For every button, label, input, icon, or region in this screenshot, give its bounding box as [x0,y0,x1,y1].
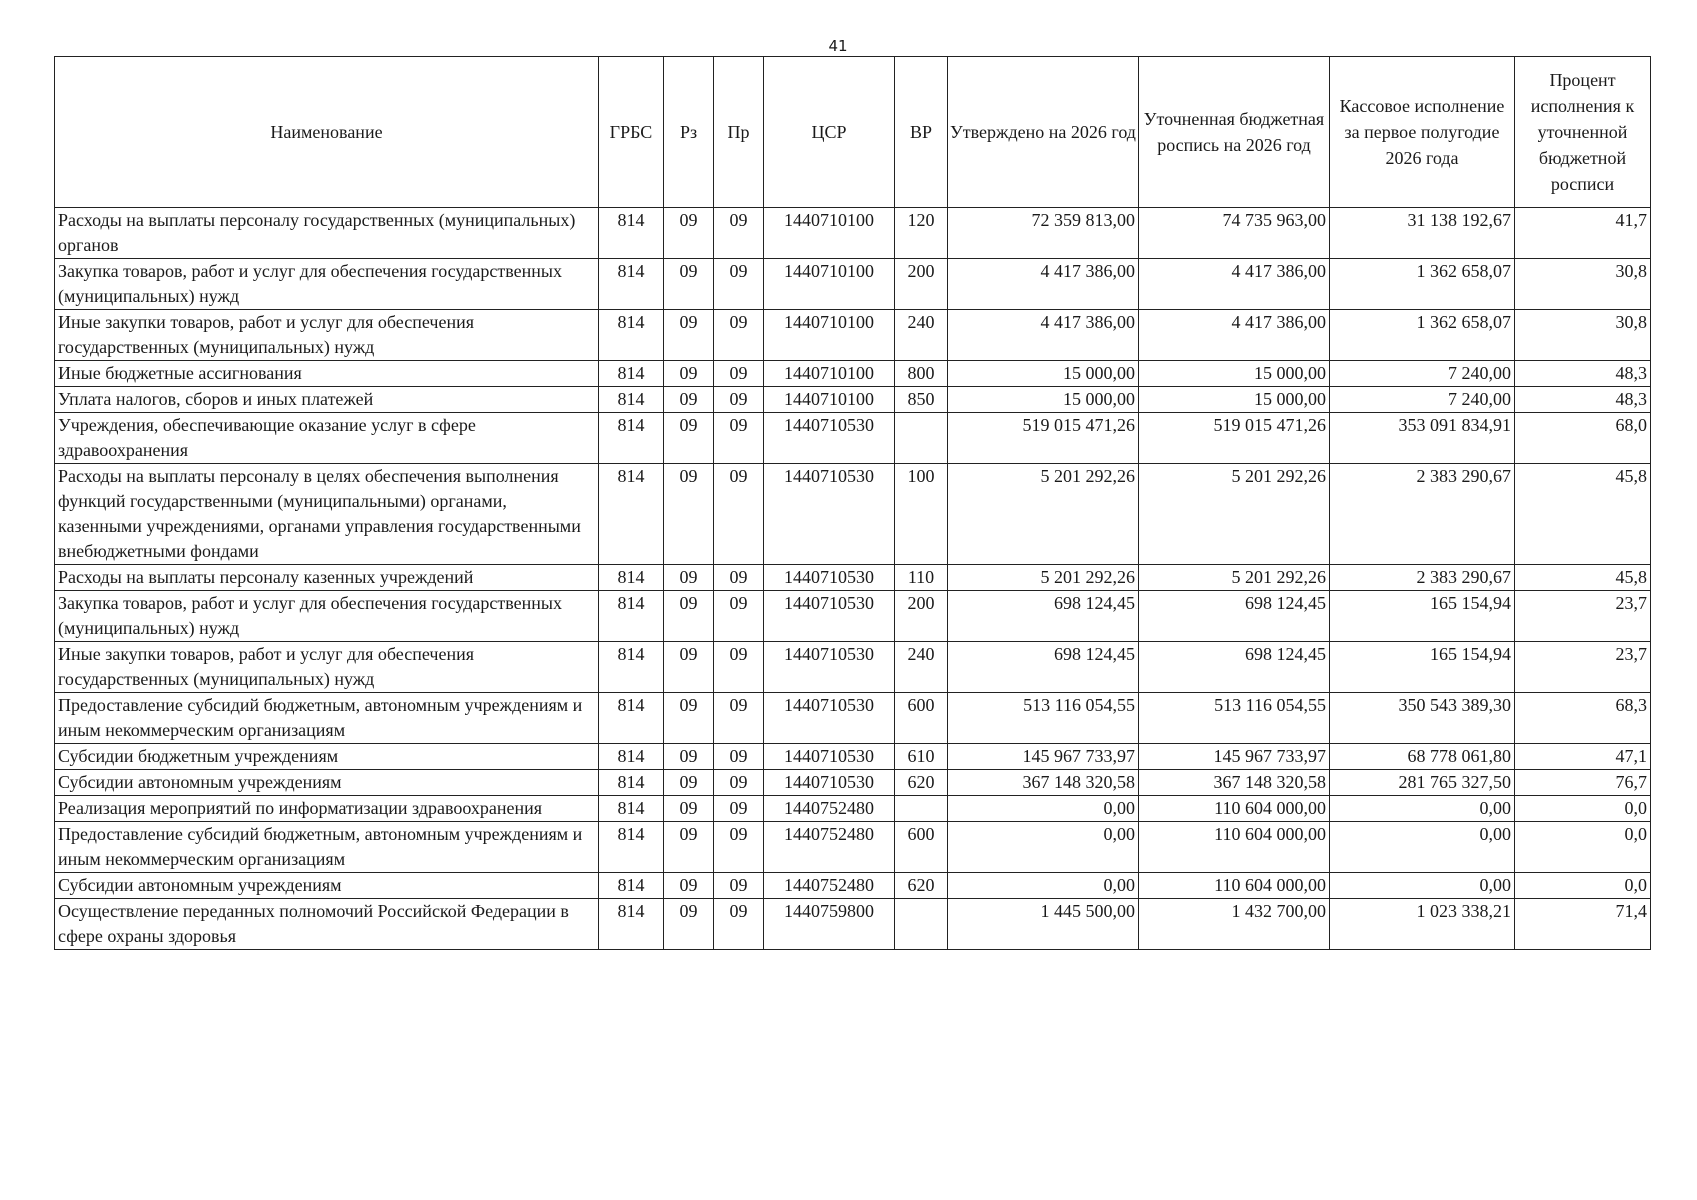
cell-pr: 09 [714,259,764,310]
cell-refined: 15 000,00 [1139,361,1330,387]
cell-csr: 1440710530 [764,744,895,770]
cell-approved: 0,00 [948,873,1139,899]
cell-percent: 23,7 [1515,642,1651,693]
cell-refined: 367 148 320,58 [1139,770,1330,796]
table-row [55,387,1651,413]
cell-approved: 0,00 [948,796,1139,822]
header-row [55,57,1651,208]
col-header-approved: Утверждено на 2026 год [948,57,1139,208]
cell-csr: 1440710530 [764,464,895,565]
cell-rz: 09 [664,310,714,361]
cell-refined: 513 116 054,55 [1139,693,1330,744]
cell-vr: 600 [895,693,948,744]
cell-grbs: 814 [599,413,664,464]
cell-csr: 1440752480 [764,796,895,822]
cell-approved: 72 359 813,00 [948,208,1139,259]
cell-name: Расходы на выплаты персоналу в целях обеспечения выполнения функций государственными (муниципальными) органами, казенными учреждениями, органами управления государственными внебюджетными фондами [55,464,599,565]
cell-pr: 09 [714,796,764,822]
cell-vr [895,899,948,950]
cell-csr: 1440710100 [764,259,895,310]
cell-percent: 45,8 [1515,565,1651,591]
cell-refined: 110 604 000,00 [1139,822,1330,873]
table-row [55,796,1651,822]
cell-approved: 698 124,45 [948,591,1139,642]
cell-approved: 698 124,45 [948,642,1139,693]
cell-approved: 367 148 320,58 [948,770,1139,796]
cell-csr: 1440710100 [764,387,895,413]
cell-grbs: 814 [599,591,664,642]
cell-percent: 68,0 [1515,413,1651,464]
cell-executed: 1 362 658,07 [1330,259,1515,310]
col-header-pr: Пр [714,57,764,208]
cell-rz: 09 [664,822,714,873]
table-row [55,591,1651,642]
cell-csr: 1440710530 [764,565,895,591]
cell-rz: 09 [664,642,714,693]
cell-rz: 09 [664,591,714,642]
table-row [55,744,1651,770]
table-row [55,642,1651,693]
cell-name: Расходы на выплаты персоналу казенных учреждений [55,565,599,591]
table-row [55,899,1651,950]
cell-approved: 5 201 292,26 [948,565,1139,591]
cell-refined: 145 967 733,97 [1139,744,1330,770]
cell-grbs: 814 [599,873,664,899]
cell-refined: 4 417 386,00 [1139,310,1330,361]
cell-grbs: 814 [599,565,664,591]
cell-vr: 200 [895,591,948,642]
cell-name: Закупка товаров, работ и услуг для обеспечения государственных (муниципальных) нужд [55,259,599,310]
cell-executed: 68 778 061,80 [1330,744,1515,770]
cell-refined: 5 201 292,26 [1139,464,1330,565]
budget-table [54,56,1651,950]
cell-name: Расходы на выплаты персоналу государственных (муниципальных) органов [55,208,599,259]
cell-approved: 15 000,00 [948,387,1139,413]
cell-executed: 350 543 389,30 [1330,693,1515,744]
cell-pr: 09 [714,744,764,770]
cell-executed: 165 154,94 [1330,591,1515,642]
cell-refined: 519 015 471,26 [1139,413,1330,464]
cell-grbs: 814 [599,693,664,744]
cell-refined: 5 201 292,26 [1139,565,1330,591]
cell-vr: 110 [895,565,948,591]
cell-grbs: 814 [599,361,664,387]
cell-pr: 09 [714,591,764,642]
cell-pr: 09 [714,565,764,591]
table-row [55,822,1651,873]
cell-name: Закупка товаров, работ и услуг для обеспечения государственных (муниципальных) нужд [55,591,599,642]
col-header-vr: ВР [895,57,948,208]
cell-vr: 240 [895,642,948,693]
cell-percent: 0,0 [1515,822,1651,873]
cell-grbs: 814 [599,310,664,361]
cell-vr: 620 [895,770,948,796]
cell-vr: 850 [895,387,948,413]
cell-grbs: 814 [599,822,664,873]
col-header-executed: Кассовое исполнение за первое полугодие 2026 года [1330,57,1515,208]
cell-grbs: 814 [599,387,664,413]
cell-approved: 5 201 292,26 [948,464,1139,565]
cell-refined: 4 417 386,00 [1139,259,1330,310]
cell-name: Предоставление субсидий бюджетным, автономным учреждениям и иным некоммерческим организациям [55,822,599,873]
cell-rz: 09 [664,873,714,899]
cell-rz: 09 [664,208,714,259]
col-header-rz: Рз [664,57,714,208]
cell-rz: 09 [664,464,714,565]
cell-pr: 09 [714,464,764,565]
col-header-csr: ЦСР [764,57,895,208]
cell-executed: 7 240,00 [1330,361,1515,387]
cell-executed: 1 023 338,21 [1330,899,1515,950]
cell-rz: 09 [664,744,714,770]
table-row [55,873,1651,899]
cell-csr: 1440752480 [764,822,895,873]
cell-vr: 800 [895,361,948,387]
table-row [55,208,1651,259]
cell-name: Уплата налогов, сборов и иных платежей [55,387,599,413]
cell-approved: 4 417 386,00 [948,259,1139,310]
cell-grbs: 814 [599,464,664,565]
cell-executed: 1 362 658,07 [1330,310,1515,361]
cell-percent: 30,8 [1515,310,1651,361]
cell-csr: 1440710530 [764,693,895,744]
col-header-percent: Процент исполнения к уточненной бюджетной росписи [1515,57,1651,208]
cell-grbs: 814 [599,642,664,693]
cell-approved: 145 967 733,97 [948,744,1139,770]
cell-grbs: 814 [599,259,664,310]
cell-percent: 45,8 [1515,464,1651,565]
cell-percent: 47,1 [1515,744,1651,770]
cell-name: Субсидии автономным учреждениям [55,770,599,796]
cell-refined: 15 000,00 [1139,387,1330,413]
cell-csr: 1440752480 [764,873,895,899]
cell-executed: 7 240,00 [1330,387,1515,413]
cell-csr: 1440710100 [764,208,895,259]
cell-percent: 48,3 [1515,361,1651,387]
cell-refined: 110 604 000,00 [1139,873,1330,899]
cell-refined: 110 604 000,00 [1139,796,1330,822]
cell-csr: 1440710100 [764,310,895,361]
cell-percent: 30,8 [1515,259,1651,310]
cell-refined: 74 735 963,00 [1139,208,1330,259]
cell-rz: 09 [664,899,714,950]
col-header-refined: Уточненная бюджетная роспись на 2026 год [1139,57,1330,208]
cell-percent: 0,0 [1515,796,1651,822]
cell-name: Учреждения, обеспечивающие оказание услуг в сфере здравоохранения [55,413,599,464]
cell-rz: 09 [664,796,714,822]
cell-executed: 2 383 290,67 [1330,464,1515,565]
table-row [55,770,1651,796]
cell-vr: 610 [895,744,948,770]
cell-vr: 240 [895,310,948,361]
cell-percent: 0,0 [1515,873,1651,899]
cell-csr: 1440710530 [764,413,895,464]
table-row [55,310,1651,361]
table-row [55,464,1651,565]
cell-pr: 09 [714,899,764,950]
cell-approved: 513 116 054,55 [948,693,1139,744]
cell-executed: 281 765 327,50 [1330,770,1515,796]
cell-pr: 09 [714,310,764,361]
cell-name: Субсидии автономным учреждениям [55,873,599,899]
cell-csr: 1440759800 [764,899,895,950]
cell-approved: 519 015 471,26 [948,413,1139,464]
cell-vr [895,796,948,822]
cell-percent: 71,4 [1515,899,1651,950]
cell-name: Реализация мероприятий по информатизации здравоохранения [55,796,599,822]
cell-rz: 09 [664,387,714,413]
cell-executed: 0,00 [1330,873,1515,899]
cell-executed: 165 154,94 [1330,642,1515,693]
cell-name: Иные бюджетные ассигнования [55,361,599,387]
cell-rz: 09 [664,565,714,591]
cell-percent: 41,7 [1515,208,1651,259]
cell-pr: 09 [714,361,764,387]
cell-pr: 09 [714,770,764,796]
cell-grbs: 814 [599,796,664,822]
cell-pr: 09 [714,693,764,744]
table-body [55,208,1651,950]
table-row [55,361,1651,387]
cell-rz: 09 [664,693,714,744]
cell-pr: 09 [714,822,764,873]
cell-name: Предоставление субсидий бюджетным, автономным учреждениям и иным некоммерческим организациям [55,693,599,744]
cell-executed: 0,00 [1330,822,1515,873]
cell-percent: 48,3 [1515,387,1651,413]
cell-vr: 100 [895,464,948,565]
table-row [55,413,1651,464]
cell-percent: 23,7 [1515,591,1651,642]
cell-executed: 31 138 192,67 [1330,208,1515,259]
cell-approved: 15 000,00 [948,361,1139,387]
cell-vr: 620 [895,873,948,899]
cell-rz: 09 [664,259,714,310]
table-row [55,565,1651,591]
cell-refined: 698 124,45 [1139,642,1330,693]
cell-grbs: 814 [599,744,664,770]
cell-vr [895,413,948,464]
cell-executed: 0,00 [1330,796,1515,822]
cell-pr: 09 [714,413,764,464]
cell-approved: 0,00 [948,822,1139,873]
cell-approved: 1 445 500,00 [948,899,1139,950]
cell-rz: 09 [664,361,714,387]
col-header-grbs: ГРБС [599,57,664,208]
cell-vr: 600 [895,822,948,873]
cell-refined: 698 124,45 [1139,591,1330,642]
cell-name: Иные закупки товаров, работ и услуг для обеспечения государственных (муниципальных) нужд [55,642,599,693]
cell-pr: 09 [714,642,764,693]
cell-grbs: 814 [599,208,664,259]
cell-vr: 200 [895,259,948,310]
cell-percent: 68,3 [1515,693,1651,744]
cell-csr: 1440710100 [764,361,895,387]
cell-rz: 09 [664,413,714,464]
cell-approved: 4 417 386,00 [948,310,1139,361]
table-row [55,693,1651,744]
cell-percent: 76,7 [1515,770,1651,796]
cell-pr: 09 [714,387,764,413]
cell-csr: 1440710530 [764,591,895,642]
col-header-name: Наименование [55,57,599,208]
cell-name: Иные закупки товаров, работ и услуг для обеспечения государственных (муниципальных) нужд [55,310,599,361]
cell-pr: 09 [714,873,764,899]
cell-grbs: 814 [599,770,664,796]
cell-rz: 09 [664,770,714,796]
cell-csr: 1440710530 [764,642,895,693]
cell-name: Осуществление переданных полномочий Российской Федерации в сфере охраны здоровья [55,899,599,950]
cell-executed: 2 383 290,67 [1330,565,1515,591]
cell-pr: 09 [714,208,764,259]
cell-refined: 1 432 700,00 [1139,899,1330,950]
cell-csr: 1440710530 [764,770,895,796]
page-number: 41 [828,37,848,55]
cell-vr: 120 [895,208,948,259]
table-row [55,259,1651,310]
cell-executed: 353 091 834,91 [1330,413,1515,464]
cell-grbs: 814 [599,899,664,950]
cell-name: Субсидии бюджетным учреждениям [55,744,599,770]
